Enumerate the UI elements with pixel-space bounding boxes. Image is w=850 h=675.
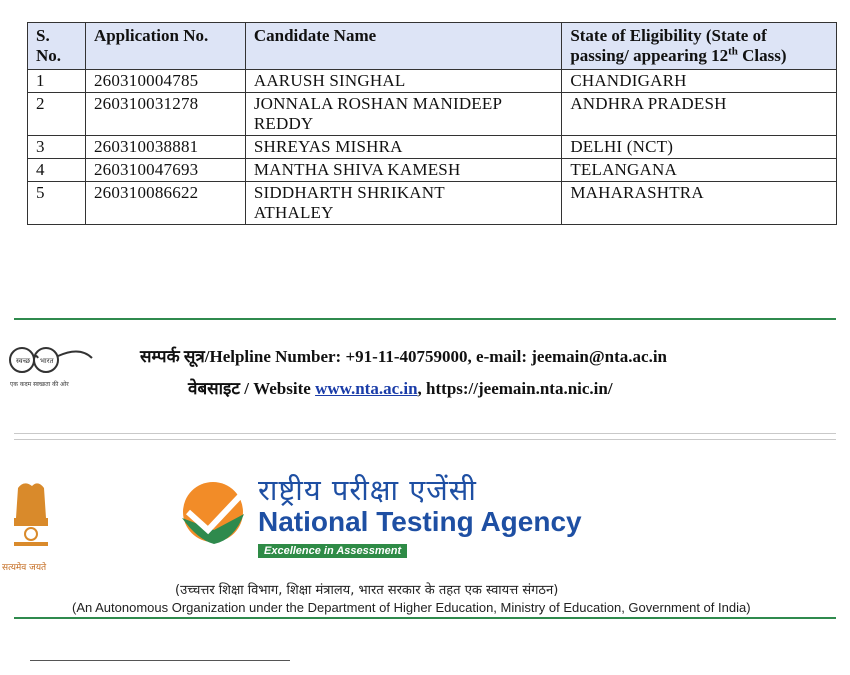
- national-emblem-icon: [0, 478, 70, 578]
- cell-sno: 3: [28, 136, 86, 159]
- swachh-bharat-spectacles-logo: [0, 338, 100, 398]
- table-header-row: [28, 23, 837, 70]
- website-prefix: वेबसाइट / Website: [188, 379, 316, 398]
- grey-divider-1: [14, 433, 836, 434]
- cell-candidate-name: AARUSH SINGHAL: [245, 70, 561, 93]
- website-line: [188, 376, 788, 399]
- svg-text:एक कदम स्वच्छता की ओर: एक कदम स्वच्छता की ओर: [10, 381, 69, 388]
- table-row: [28, 136, 837, 159]
- cell-state: TELANGANA: [562, 159, 837, 182]
- nta-checkmark-logo-icon: [178, 478, 248, 548]
- cell-sno: 4: [28, 159, 86, 182]
- cell-state: CHANDIGARH: [562, 70, 837, 93]
- results-table: [27, 22, 837, 225]
- cell-state: MAHARASHTRA: [562, 182, 837, 225]
- cell-application-no: 260310004785: [85, 70, 245, 93]
- website-suffix: , https://jeemain.nta.nic.in/: [417, 379, 613, 398]
- website-link[interactable]: www.nta.ac.in: [315, 379, 418, 398]
- green-divider-bottom: [14, 617, 836, 619]
- header-application-no: Application No.: [85, 23, 245, 70]
- autonomous-org-english: (An Autonomous Organization under the Department of Higher Education, Ministry of Education, Government of India): [72, 600, 751, 615]
- green-divider-top: [14, 318, 836, 320]
- cell-state: ANDHRA PRADESH: [562, 93, 837, 136]
- header-candidate-name: Candidate Name: [245, 23, 561, 70]
- nta-english-name: National Testing Agency: [258, 506, 582, 537]
- table-row: [28, 182, 837, 225]
- grey-divider-2: [14, 439, 836, 440]
- cell-sno: 2: [28, 93, 86, 136]
- table-row: [28, 93, 837, 136]
- cell-candidate-name: MANTHA SHIVA KAMESH: [245, 159, 561, 182]
- svg-text:भारत: भारत: [40, 357, 54, 365]
- header-state-of-eligibility: State of Eligibility (State of passing/ appearing 12th Class): [562, 23, 837, 70]
- cell-application-no: 260310047693: [85, 159, 245, 182]
- cell-candidate-name: SIDDHARTH SHRIKANT ATHALEY: [245, 182, 561, 225]
- nta-tagline: Excellence in Assessment: [258, 544, 407, 558]
- svg-text:स्वच्छ: स्वच्छ: [16, 357, 31, 365]
- cell-candidate-name: SHREYAS MISHRA: [245, 136, 561, 159]
- header-sno: S. No.: [28, 23, 86, 70]
- table-row: [28, 159, 837, 182]
- footer-rule: [30, 660, 290, 661]
- nta-hindi-name: राष्ट्रीय परीक्षा एजेंसी: [258, 473, 477, 507]
- cell-sno: 1: [28, 70, 86, 93]
- cell-application-no: 260310038881: [85, 136, 245, 159]
- svg-text:सत्यमेव जयते: सत्यमेव जयते: [2, 563, 47, 573]
- autonomous-org-hindi: (उच्चत्तर शिक्षा विभाग, शिक्षा मंत्रालय, भारत सरकार के तहत एक स्वायत्त संगठन): [175, 583, 559, 598]
- helpline-text: सम्पर्क सूत्र/Helpline Number: +91-11-40759000, e-mail: jeemain@nta.ac.in: [140, 347, 668, 366]
- cell-application-no: 260310031278: [85, 93, 245, 136]
- cell-sno: 5: [28, 182, 86, 225]
- table-row: [28, 70, 837, 93]
- cell-state: DELHI (NCT): [562, 136, 837, 159]
- cell-application-no: 260310086622: [85, 182, 245, 225]
- cell-candidate-name: JONNALA ROSHAN MANIDEEP REDDY: [245, 93, 561, 136]
